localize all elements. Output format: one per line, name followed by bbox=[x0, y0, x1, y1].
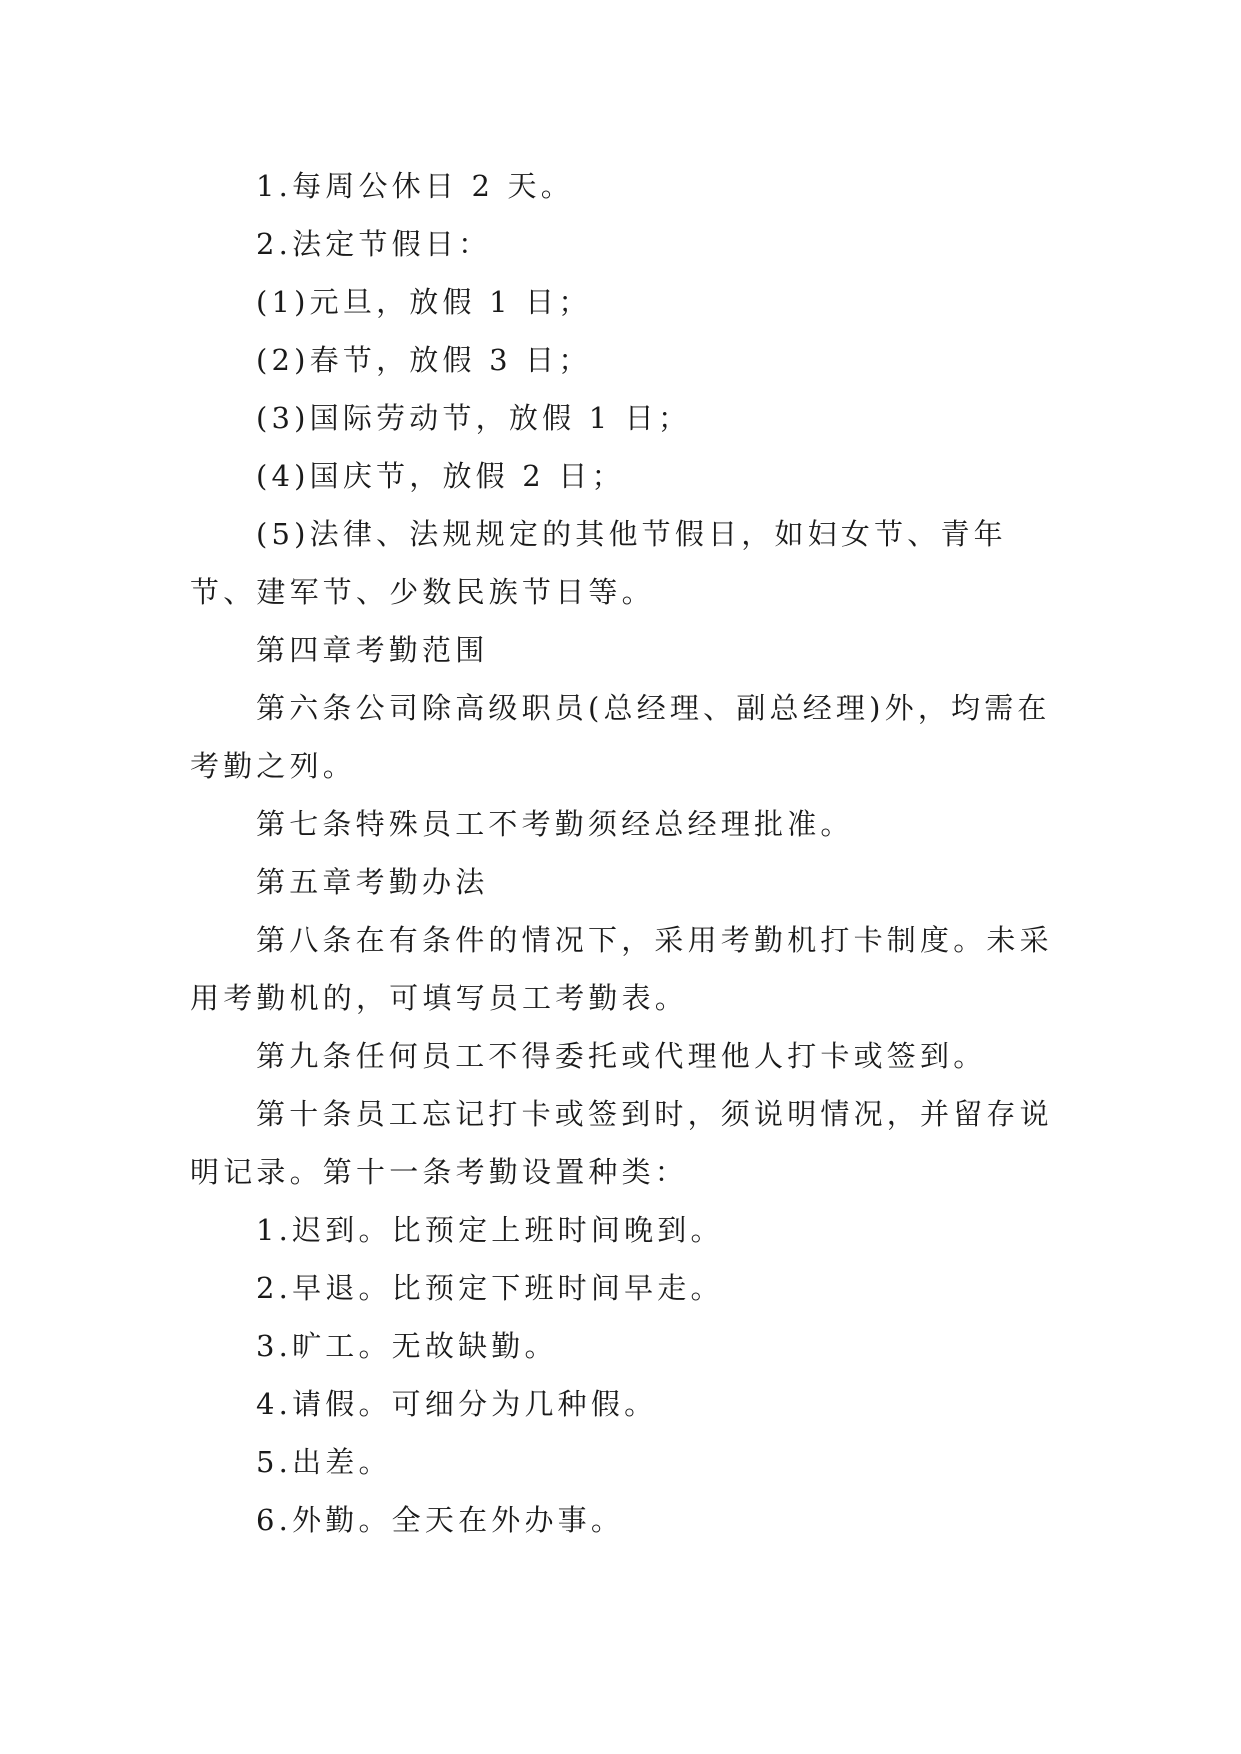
chapter-heading-5: 第五章考勤办法 bbox=[256, 865, 489, 899]
list-item-absence: 3.旷工。无故缺勤。 bbox=[256, 1329, 558, 1363]
list-item-late: 1.迟到。比预定上班时间晚到。 bbox=[256, 1213, 724, 1247]
paragraph-other-holidays: (5)法律、法规规定的其他节假日，如妇女节、青年节、建军节、少数民族节日等。 bbox=[190, 517, 1007, 609]
paragraph-new-year: (1)元旦，放假 1 日； bbox=[256, 285, 592, 319]
article-6: 第六条公司除高级职员(总经理、副总经理)外，均需在考勤之列。 bbox=[190, 691, 1051, 783]
document-body bbox=[190, 157, 1070, 1549]
paragraph-statutory-holidays: 2.法定节假日： bbox=[256, 227, 492, 261]
list-item-business-trip: 5.出差。 bbox=[256, 1445, 392, 1479]
chapter-heading-4: 第四章考勤范围 bbox=[256, 633, 489, 667]
paragraph-national-day: (4)国庆节，放假 2 日； bbox=[256, 459, 625, 493]
list-item-field-work: 6.外勤。全天在外办事。 bbox=[256, 1503, 625, 1537]
article-9: 第九条任何员工不得委托或代理他人打卡或签到。 bbox=[256, 1039, 987, 1073]
article-7: 第七条特殊员工不考勤须经总经理批准。 bbox=[256, 807, 854, 841]
list-item-early-leave: 2.早退。比预定下班时间早走。 bbox=[256, 1271, 724, 1305]
list-item-leave: 4.请假。可细分为几种假。 bbox=[256, 1387, 658, 1421]
paragraph-weekly-rest: 1.每周公休日 2 天。 bbox=[256, 169, 574, 203]
article-8: 第八条在有条件的情况下，采用考勤机打卡制度。未采用考勤机的，可填写员工考勤表。 bbox=[190, 923, 1053, 1015]
paragraph-spring-festival: (2)春节，放假 3 日； bbox=[256, 343, 592, 377]
paragraph-labour-day: (3)国际劳动节，放假 1 日； bbox=[256, 401, 692, 435]
article-10-11: 第十条员工忘记打卡或签到时，须说明情况，并留存说明记录。第十一条考勤设置种类： bbox=[190, 1097, 1053, 1189]
